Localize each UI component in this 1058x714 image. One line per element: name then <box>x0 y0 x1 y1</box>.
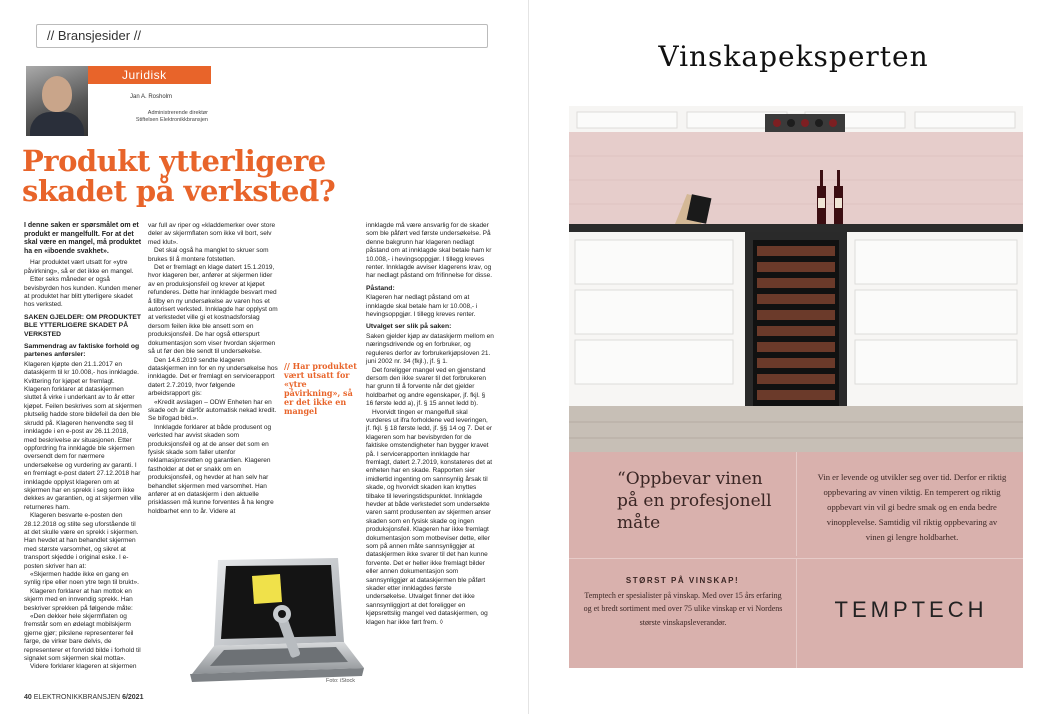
photo-credit: Foto: iStock <box>326 678 356 684</box>
article-column-2 <box>148 222 278 516</box>
paragraph: Innklagde forklarer at både produsent og verksted har avvist skaden som produksjonsfeil og at de anser det som en fysisk skade som faller utenfor reklamasjonsretten og garantien. Klageren fastholder at det er snakk om en produksjonsfeil, og hevder at han selv har behandlet skjermen med varsomhet. Han anfører at en dataskjerm i den aktuelle prisklassen må kunne forventes å ha lengre holdbarhet enn to år. Videre at <box>148 423 274 515</box>
paragraph: Det foreligger mangel ved en gjenstand dersom den ikke svarer til det forbrukeren har grunn til å forvente når det gjelder holdbarhet og andre egenskaper, jf. fkjl. § 16 første ledd a), jf. § 15 annet ledd b). <box>366 366 486 408</box>
ingress: I denne saken er spørsmålet om et produkt er mangelfullt. For at det skal være en mangel, må produktet ha en «iboende svakhet». <box>24 222 142 255</box>
section-header <box>36 24 488 48</box>
paragraph: Klageren kjøpte den 21.1.2017 en dataskjerm til kr 10.008,- hos innklagde. Kvittering for kjøpet er fremlagt. Klageren forklarer at dataskjermen sluttet å virke i underkant av to år etter kjøpet. Feilen beskrives som at skjermen plutselig hadde store bildefeil da den ble skrudd på. Klageren henvendte seg til innklagde i en e-post av 26.11.2018, med beskrivelse av situasjonen. Etter oppfordring fra innklagde ble skjermen oversendt dem for nærmere undersøkelse og vurdering av garanti. I en fremlagt e-post datert 27.12.2018 har innklagde opplyst klageren om at skjermen har en sprekk i seg som ikke dekkes av garantien, og at skjermen ville returneres ham. <box>24 360 142 511</box>
ad-quote: “Oppbevar vinen på en profesjonell måte <box>617 469 772 533</box>
article-column-1 <box>24 222 142 672</box>
byline <box>26 66 211 136</box>
subheading: Påstand: <box>366 284 395 292</box>
sticky-note-icon <box>252 574 282 604</box>
paragraph: Klageren forklarer at han mottok en skjerm med en innvendig sprekk. Han beskriver sprekken på følgende måte: <box>24 587 133 612</box>
subheading: Sammendrag av faktiske forhold og partenes anførsler: <box>24 343 140 359</box>
paragraph: innklagde må være ansvarlig for de skader som ble påført ved første undersøkelse. På denne bakgrunn har klageren nedlagt påstand om at innklagde skal betale ham kr 10.008,- i hevingsoppgjør. I tillegg kreves renter. Innklagde avviser klagerens krav, og har nedlagt påstand om frifinnelse for disse. <box>366 222 493 280</box>
author-photo <box>26 66 88 136</box>
page-folio <box>24 694 143 701</box>
author-title <box>88 110 211 124</box>
article-headline: Produkt ytterligere skadet på verksted? <box>22 144 336 208</box>
paragraph: «Kredit avslagen – ODW Enheten har en skade och är därför automatisk nekad kredit. Se bifogad bild.». <box>148 398 277 423</box>
ad-body-text: Vin er levende og utvikler seg over tid. Derfor er riktig oppbevaring av vinen viktig. En temperert og riktig oppbevart vin vil gi bedre smak og en enda bedre vinopplevelse. Samtidig vil riktig oppbevaring av vinen gi lengre holdbarhet. <box>817 472 1007 542</box>
ad-panel <box>569 452 1023 668</box>
issue-number: 6/2021 <box>122 694 144 701</box>
paragraph: Saken gjelder kjøp av dataskjerm mellom en næringsdrivende og en forbruker, og reguleres derfor av forbrukerkjøpsloven 21. juni 2002 nr. 34 (fkjl.), jf. § 1. <box>366 332 494 366</box>
paragraph: «Den dekker hele skjermflaten og fremstår som en ødelagt mobilskjerm gjerne gjør; pikslene representerer feil farge, de virker bare delvis, de representerer et forvridd bilde i forhold til signalet som skjermen skal motta». <box>24 613 141 663</box>
ad-small-text: Temptech er spesialister på vinskap. Med over 15 års erfaring og et bredt sortiment med over 75 ulike vinskap er vi Nordens største vinskapsleverandør. <box>583 591 783 627</box>
laptop-image <box>188 556 364 684</box>
paragraph: Etter seks måneder er også bevisbyrden hos kunden. Kunden mener at produktet har blitt ytterligere skadet hos verksted. <box>24 276 141 309</box>
page-number: 40 <box>24 694 32 701</box>
paragraph: Den 14.6.2019 sendte klageren dataskjermen inn for en ny undersøkelse hos innklagde. Det er fremlagt en servicerapport datert 2.7.2019, hvor følgende arbeidsrapport gis: <box>148 356 278 398</box>
paragraph: Klageren har nedlagt påstand om at innklagde skal betale ham kr 10.008,- i hevingsoppgjør. I tillegg kreves renter. <box>366 294 478 319</box>
paragraph: Det er fremlagt en klage datert 15.1.2019, hvor klageren ber, anfører at skjermen lider av en produksjonsfeil og krever at kjøpet refunderes. Dette har innklagde besvart med å tilby en ny undersøkelse av varen hos et autorisert verksted. Innklagde har opplyst om at verkstedet ville gi et kostnadsforslag dersom feilen ikke ble ansett som en produksjonsfeil. De har også etterspurt dokumentasjon som viser hvordan skjermen så ut før den ble sendt til undersøkelse. <box>148 264 278 356</box>
pull-quote: // Har produktet vært utsatt for «ytre påvirkning», så er det ikke en mangel <box>284 361 357 416</box>
subheading: Utvalget ser slik på saken: <box>366 323 452 331</box>
kitchen-wine-cooler-image <box>569 106 1023 452</box>
author-title-line2: Stiftelsen Elektronikkbransjen <box>135 117 208 123</box>
category-tag: Juridisk <box>88 66 211 84</box>
section-label: // Bransjesider // <box>47 28 141 43</box>
magazine-name: ELEKTRONIKKBRANSJEN <box>33 694 121 701</box>
author-title-line1: Administrerende direktør <box>147 110 208 116</box>
ad-title: Vinskapeksperten <box>658 40 929 73</box>
article-column-3 <box>366 222 494 627</box>
author-name: Jan A. Rosholm <box>130 94 173 100</box>
paragraph: var full av riper og «kladdemerker over store deler av skjermflaten som ikke vil bort, selv med klut». <box>148 222 276 246</box>
paragraph: Har produktet vært utsatt for «ytre påvirkning», så er det ikke en mangel. <box>24 259 134 275</box>
paragraph: «Skjermen hadde ikke en gang en synlig ripe eller noen ytre tegn til brukt». <box>24 571 139 587</box>
subheading: SAKEN GJELDER: OM PRODUKTET BLE YTTERLIGERE SKADET PÅ VERKSTED <box>24 313 142 338</box>
brand-logo: TEMPTECH <box>834 597 988 622</box>
paragraph: Hvorvidt tingen er mangelfull skal vurderes ut ifra forholdene ved leveringen, jf. fkjl. § 18 første ledd, jf. §§ 14 og 7. Det er klageren som har bevisbyrden for de faktiske omstendigheter han bygger kravet på. I servicerapporten innklagde har fremlagt, datert 2.7.2019, konstateres det at enheten har en skade. Rapporten sier imidlertid ingenting om sannsynlig årsak til skade, og hvorvidt skaden kan knyttes tilbake til leveringstidspunktet. Innklagde hevder at både verkstedet som undersøkte varen samt produsenten av skjermen anser skaden som en fysisk skade og ingen produksjonsfeil. Klageren har ikke fremlagt dokumentasjon som motbeviser dette, eller som på annen måte sannsynliggjør at dataskjermen ikke svarer til det han kunne forvente. Det er heller ikke fremlagt bilder eller annen dokumentasjon som sannsynliggjør at dataskjermen ble påført skader etter innklagdes første undersøkelse. Utvalget finner det ikke sannsynliggjort at det foreligger en kjøpsrettslig mangel ved dataskjermen, og klagen har ikke ført frem. ◊ <box>366 408 493 626</box>
paragraph: Videre forklarer klageren at skjermen <box>30 663 137 671</box>
right-page <box>529 0 1058 714</box>
paragraph: Det skal også ha manglet to skruer som brukes til å montere fotstetten. <box>148 247 269 263</box>
ad-subheading: STØRST PÅ VINSKAP! <box>625 576 740 585</box>
paragraph: Klageren besvarte e-posten den 28.12.2018 og stilte seg uforstående til at det skulle være en sprekk i skjermen. Han hevdet at han behandlet skjermen med største varsomhet, og sikret at transport skjedde i original eske. I e-posten skriver han at: <box>24 512 139 570</box>
